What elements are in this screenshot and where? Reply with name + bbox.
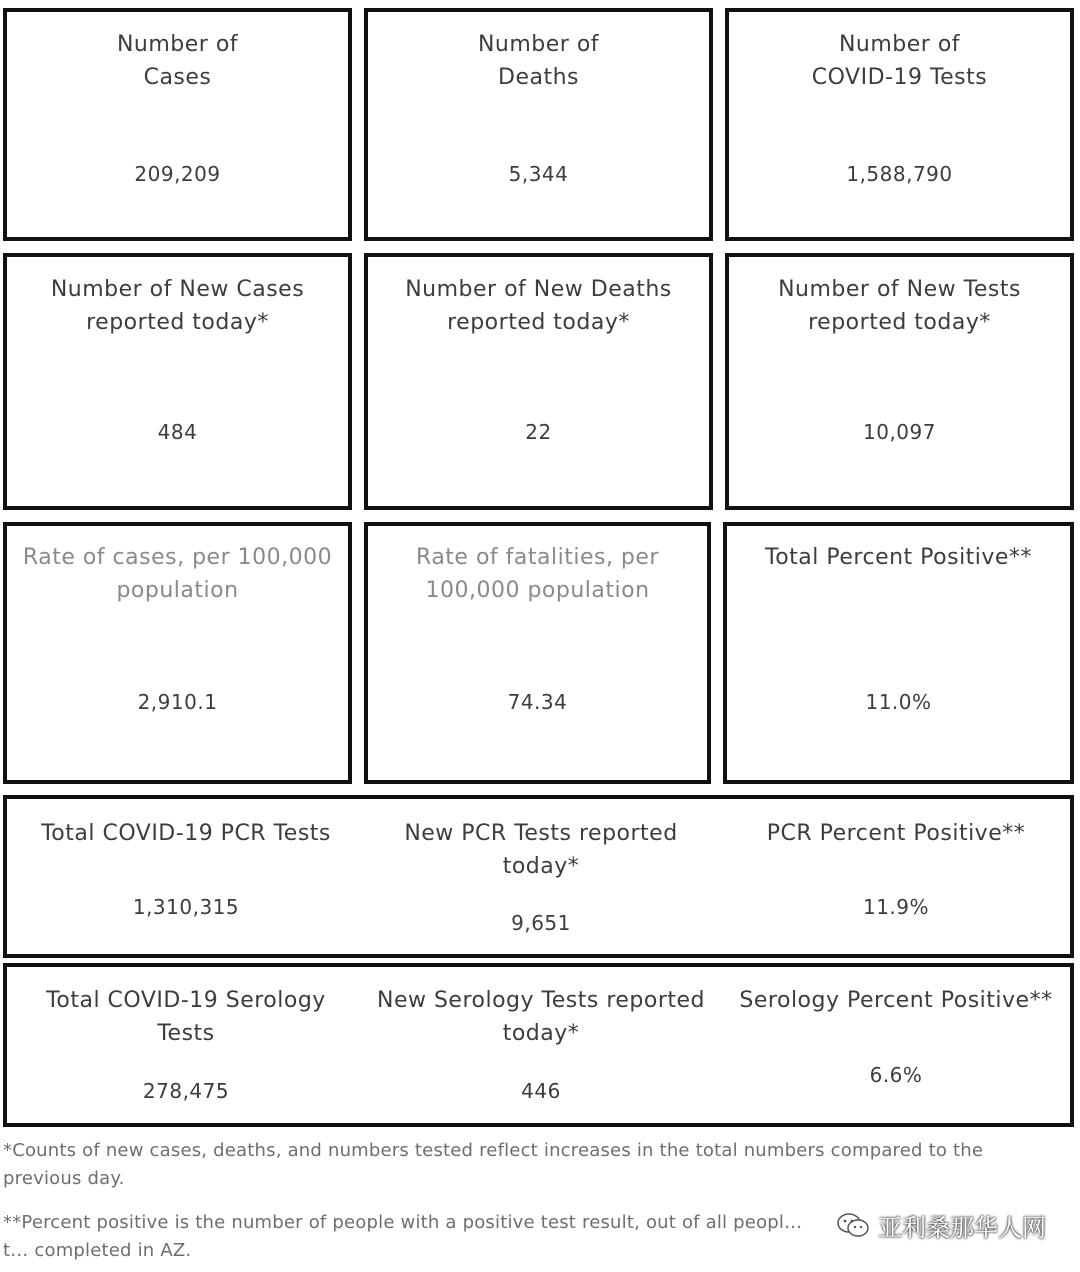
pcr-total-value: 1,310,315 (132, 895, 240, 919)
pcr-new-label: New PCR Tests reported today* (404, 821, 678, 879)
pcr-pct-label: PCR Percent Positive** (766, 821, 1026, 846)
wechat-icon (836, 1212, 870, 1238)
case-rate-label: Rate of cases, per 100,000 population (22, 545, 333, 603)
fatality-rate-value: 74.34 (507, 690, 568, 714)
serology-total-value: 278,475 (142, 1079, 230, 1103)
footnote-new-counts: *Counts of new cases, deaths, and numbers tested reflect increases in the total numbers compared to the previous day. (3, 1140, 984, 1189)
cases-label: Number of Cases (116, 32, 239, 90)
cases-value: 209,209 (134, 162, 221, 186)
percent-positive-value: 11.0% (865, 690, 932, 714)
tests-label: Number of COVID-19 Tests (811, 32, 988, 90)
new-tests-card (725, 253, 1074, 510)
fatality-rate-label: Rate of fatalities, per 100,000 population (416, 545, 659, 603)
case-rate-card (3, 522, 352, 784)
new-tests-label: Number of New Tests reported today* (778, 277, 1021, 335)
serology-new-cell (365, 967, 717, 1123)
new-cases-card (3, 253, 352, 510)
deaths-label: Number of Deaths (477, 32, 600, 90)
pcr-panel (3, 795, 1074, 958)
pcr-total-cell (7, 799, 365, 954)
new-cases-label: Number of New Cases reported today* (50, 277, 305, 335)
new-deaths-value: 22 (525, 420, 552, 444)
serology-pct-value: 6.6% (869, 1063, 923, 1087)
pcr-new-cell (365, 799, 717, 954)
new-deaths-card (364, 253, 713, 510)
percent-positive-label: Total Percent Positive** (765, 545, 1032, 570)
serology-panel (3, 963, 1074, 1127)
new-deaths-label: Number of New Deaths reported today* (405, 277, 672, 335)
cases-card (3, 8, 352, 241)
serology-new-label: New Serology Tests reported today* (376, 988, 706, 1046)
watermark-text: 亚利桑那华人网 (878, 1213, 1046, 1242)
serology-new-value: 446 (521, 1079, 561, 1103)
new-tests-value: 10,097 (863, 420, 936, 444)
deaths-value: 5,344 (508, 162, 569, 186)
watermark (836, 1205, 1046, 1245)
serology-total-label: Total COVID-19 Serology Tests (46, 988, 326, 1046)
new-cases-value: 484 (157, 420, 198, 444)
serology-pct-label: Serology Percent Positive** (739, 988, 1053, 1013)
pcr-new-value: 9,651 (511, 911, 571, 935)
pcr-total-label: Total COVID-19 PCR Tests (41, 821, 331, 846)
footnote-percent-positive: **Percent positive is the number of people with a positive test result, out of all peopl… t… completed in AZ. (3, 1212, 803, 1261)
tests-card (725, 8, 1074, 241)
serology-pct-cell (717, 967, 1075, 1123)
percent-positive-card (723, 522, 1074, 784)
case-rate-value: 2,910.1 (137, 690, 218, 714)
deaths-card (364, 8, 713, 241)
fatality-rate-card (364, 522, 711, 784)
pcr-pct-cell (717, 799, 1075, 954)
tests-value: 1,588,790 (846, 162, 953, 186)
serology-total-cell (7, 967, 365, 1123)
pcr-pct-value: 11.9% (862, 895, 930, 919)
